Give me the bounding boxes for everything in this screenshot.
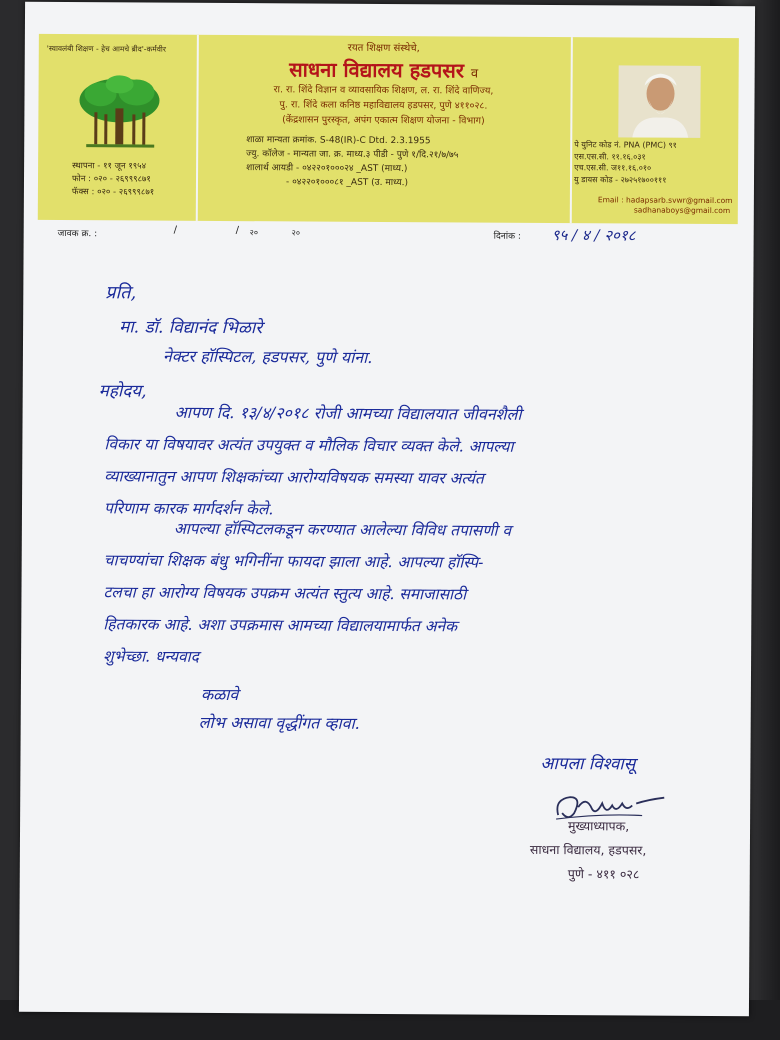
closing-line-2: लोभ असावा वृद्धींगत व्हावा.: [198, 712, 360, 733]
society-name: रयत शिक्षण संस्थेचे,: [347, 42, 420, 55]
addressee-address: नेक्टर हॉस्पिटल, हडपसर, पुणे यांना.: [162, 346, 373, 367]
college-line-3: (केंद्रशासन पुरस्कृत, अपंग एकात्म शिक्षण योजना - विभाग): [282, 114, 485, 127]
email-2: sadhanaboys@gmail.com: [633, 205, 731, 216]
banyan-tree-logo: [76, 74, 162, 149]
school-name-suffix: व: [470, 66, 479, 82]
fax-number: फॅक्स : ०२० - २६९९९८७१: [71, 187, 155, 198]
paragraph-2-line-5: शुभेच्छा. धन्यवाद: [103, 647, 199, 666]
paragraph-2-line-4: हितकारक आहे. अशा उपक्रमास आमच्या विद्यालयामार्फत अनेक: [103, 615, 458, 636]
phone-number: फोन : ०२० - २६९९९८७१: [71, 174, 151, 185]
stamp-city: पुणे - ४११ ०२८: [567, 866, 640, 882]
salutation: महोदय,: [98, 381, 147, 402]
paragraph-1-line-4: परिणाम कारक मार्गदर्शन केले.: [103, 499, 274, 519]
closing-line-1: कळावे: [200, 684, 239, 705]
reference-slash: /: [173, 224, 178, 236]
reference-slash: /: [235, 225, 240, 237]
paragraph-1-line-1: आपण दि. १३/४/२०१८ रोजी आमच्या विद्यालयात जीवनशैली: [174, 402, 522, 424]
hsc-code: एच.एस.सी. ज११.१६.०१०: [574, 163, 652, 173]
established-date: स्थापना - ११ जून १९५४: [72, 161, 147, 172]
school-name: साधना विद्यालय हडपसर: [289, 57, 465, 83]
school-id-1: शालार्थ आयडी - ०४२२०१०००२४ _AST (माध्य.): [246, 163, 408, 175]
yours-faithfully: आपला विश्वासू: [540, 753, 636, 775]
unit-code: पे युनिट कोड नं. PNA (PMC) ९१: [574, 140, 677, 150]
udise-code: यु डायस कोड - २७२५१७००१११: [573, 174, 667, 185]
letterhead: [38, 34, 739, 224]
school-id-2: - ०४२२०१०००८१ _AST (उ. माध्य.): [285, 177, 409, 189]
letterhead-right: [570, 37, 741, 224]
paragraph-2-line-1: आपल्या हॉस्पिटलकडून करण्यात आलेल्या विविध तपासणी व: [173, 519, 512, 540]
email-1: Email : hadapsarb.svwr@gmail.com: [597, 195, 733, 206]
codes-info: [574, 139, 677, 186]
college-line-1: रा. रा. शिंदे विज्ञान व व्यावसायिक शिक्षण, ल. रा. शिंदे वाणिज्य,: [273, 84, 494, 97]
school-recognition: शाळा मान्यता क्रमांक. S-48(IR)-C Dtd. 2.3.1955: [246, 135, 431, 147]
date-label: दिनांक :: [493, 231, 521, 242]
addressee: मा. डॉ. विद्यानंद भिळारे: [119, 317, 263, 339]
motto: 'स्वावलंबी शिक्षण - हेच आमचे ब्रीद'-कर्मवीर: [46, 43, 166, 54]
stamp-designation: मुख्याध्यापक,: [568, 818, 630, 834]
contact-info: [72, 160, 154, 200]
college-recognition: ज्यु. कॉलेज - मान्यता जा. क्र. माध्य.३ पीडी - पुणे १/दि.२१/७/७५: [246, 149, 459, 161]
paragraph-2-line-3: टलचा हा आरोग्य विषयक उपक्रम अत्यंत स्तुत्य आहे. समाजासाठी: [103, 583, 467, 604]
paragraph-1-line-2: विकार या विषयावर अत्यंत उपयुक्त व मौलिक विचार व्यक्त केले. आपल्या: [104, 435, 514, 456]
college-line-2: पु. रा. शिंदे कला कनिष्ठ महाविद्यालय हडपसर, पुणे ४११०२८.: [279, 99, 488, 112]
letterhead-center: [198, 35, 569, 223]
date-value: ९५ / ४ / २०१८: [551, 226, 636, 245]
email-info: [598, 195, 733, 216]
paragraph-1-line-3: व्याख्यानातुन आपण शिक्षकांच्या आरोग्यविषयक समस्या यावर अत्यंत: [104, 467, 484, 488]
year-prefix: २०: [291, 228, 301, 238]
letterhead-left: [38, 34, 199, 221]
reference-number-label: जावक क्र. :: [57, 228, 98, 240]
ssc-code: एस.एस.सी. ११.१६.०३१: [574, 151, 646, 162]
letter-paper: [19, 2, 755, 1016]
paragraph-2-line-2: चाचण्यांचा शिक्षक बंधु भगिनींना फायदा झाला आहे. आपल्या हॉस्पि-: [103, 551, 484, 572]
recipient-prefix: प्रति,: [105, 282, 137, 304]
founder-photo: [618, 65, 700, 137]
stamp-school: साधना विद्यालय, हडपसर,: [529, 841, 647, 858]
school-name-line: [199, 55, 569, 84]
year-prefix: २०: [249, 228, 259, 238]
